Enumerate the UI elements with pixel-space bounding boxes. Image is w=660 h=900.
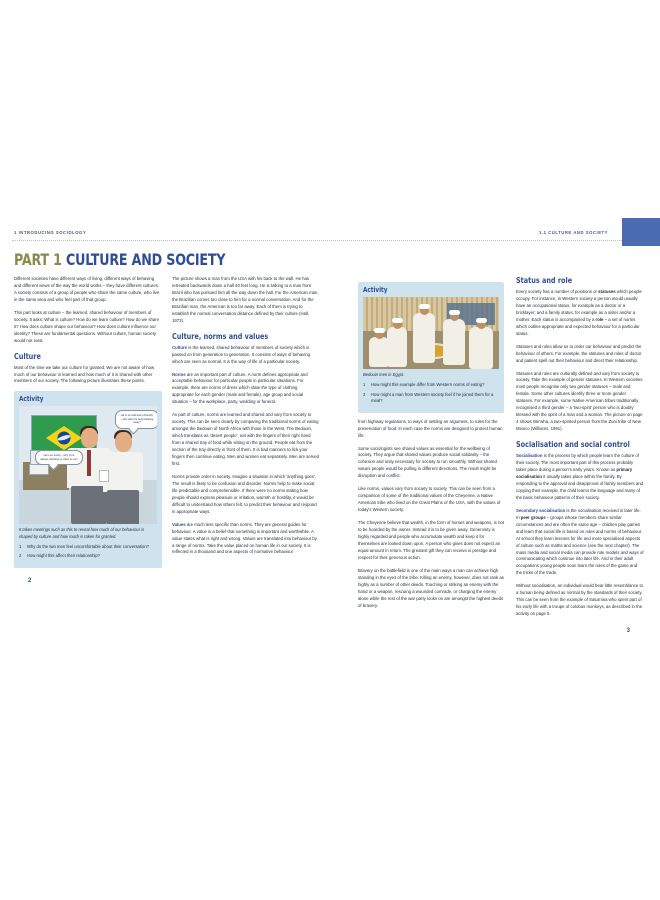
activity-heading: Activity: [19, 395, 44, 404]
folio-right: 3: [626, 628, 630, 635]
paragraph: [172, 345, 320, 366]
activity-box-2: [358, 282, 504, 413]
paragraph: Without socialisation, an individual would bear little resemblance to a human being defined as normal by the standards of their society. This can be seen from the example of Saturnina who spent part of his early life with a troupe of colobus monkeys, as described in the activity on page 5.: [516, 583, 644, 617]
photo-person: [469, 327, 493, 369]
keyword-primary-socialisation: primary socialisation: [516, 467, 633, 479]
paragraph: [516, 289, 644, 338]
paragraph: [516, 453, 644, 502]
paragraph: Some sociologists see shared values as essential for the wellbeing of society. They argue that shared values produce social solidarity – the cohesion and unity necessary for society to run smoothly. Without shared values people would be pulling in different directions. The result might be disruption and conflict.: [358, 445, 497, 479]
paragraph: Norms provide order in society. Imagine a situation in which 'anything goes'. The result is likely to be confusion and disorder. Norms help to make social life predictable and comprehensible. If there were no norms stating how people should express pleasure or irritation, warmth or hostility, it would be difficult to understand how others felt, to predict their behaviour and respond in appropriate ways.: [172, 473, 317, 514]
question-number: 1: [363, 382, 366, 388]
column-3: [358, 276, 504, 616]
question-number: 2: [19, 553, 22, 559]
paragraph: Different societies have different ways of living, different ways of behaving and different views of the way the world works – they have different cultures. A society consists of a group of people who share the same culture, who live in the same area and who feel part of that group.: [14, 276, 160, 302]
header-divider: [12, 240, 638, 242]
paragraph-part: – a set of norms which outline appropriate and expected behaviour for a particular status.: [516, 316, 640, 336]
running-head-right: 1.1 CULTURE AND SOCIETY: [539, 230, 608, 235]
keyword-culture: Culture: [172, 344, 188, 350]
keyword-values: Values: [172, 521, 186, 527]
column-1: [14, 276, 162, 584]
figure-american-man: [103, 430, 143, 524]
paragraph: Statuses and roles allow us to order our behaviour and predict the behaviour of others. For example, the statuses and roles of doctor and patient spell out their behaviour and direct their relationship.: [516, 343, 642, 363]
photo-bedouin-men-eating: [363, 297, 499, 369]
paragraph-rest: is the learned, shared behaviour of members of society which is passed on from generation to generation. It consists of ways of behaving which are seen as normal. It is the way of life of a particular society.: [172, 344, 311, 364]
activity-heading: Activity: [363, 286, 388, 294]
paragraph-part: Every society has a number of positions or: [516, 289, 599, 294]
trousers: [71, 486, 107, 524]
question-text: How might this affect their relationship?: [27, 553, 101, 559]
question-number: 1: [19, 543, 22, 549]
paragraph-rest: are an important part of culture. A norm defines appropriate and acceptable behaviour for particular people in particular situations. For example, there are norms of dress which state the type of clothing appropriate for each gender (male and female), age group and social situation – for the workplace, party, wedding or funeral.: [172, 371, 308, 405]
illustration-two-men-talking: [19, 406, 157, 524]
photo-person: [387, 327, 407, 367]
paragraph: The Cheyenne believe that wealth, in the form of horses and weapons, is not to be hoarded by the owner. Instead it is to be given away. Generosity is highly regarded and people who accumulate wealth and keep it for themselves are looked down upon. A person who gives does not expect an equal amount in return. The greatest gift they can receive is prestige and respect for their generous action.: [358, 520, 504, 560]
paragraph: [172, 372, 320, 407]
question-number: 2: [363, 391, 366, 397]
list-item: [19, 544, 157, 551]
activity-box-1: [14, 391, 162, 567]
speech-bubble-right: He is so cold and unfriendly – why does he keep backing away?: [115, 410, 157, 429]
list-item: [19, 553, 157, 560]
heading-socialisation-and-social-control: Socialisation and social control: [516, 440, 630, 450]
question-text: How might this example differ from Western norms of eating?: [371, 382, 485, 388]
photo-caption: Bedouin men in Egypt.: [363, 372, 405, 377]
speech-bubble-left: He is so pushy – why is he always standing so close to me?: [35, 450, 83, 465]
photo-person: [413, 313, 435, 363]
photo-person: [369, 337, 389, 367]
folio-left: 2: [28, 577, 32, 584]
head: [115, 432, 132, 452]
heading-status-and-role: Status and role: [516, 276, 573, 285]
trousers: [107, 490, 139, 524]
paragraph: Like norms, values vary from society to society. This can be seen from a comparison of some of the traditional values of the Cheyenne, a Native American tribe who lived on the Great Plains of the USA, with the values of today's Western society.: [358, 486, 501, 513]
paragraph-part: is the process by which people learn the culture of their society. The most important part of this process probably takes place during a person's early years. Known as: [516, 453, 640, 473]
running-head-left: 1 INTRODUCING SOCIOLOGY: [14, 230, 87, 235]
running-head: [0, 228, 660, 244]
keyword-socialisation: Socialisation: [516, 453, 543, 459]
coffee-cup-icon: [99, 470, 109, 482]
column-2: [172, 276, 320, 562]
paragraph-rest: are much less specific than norms. They are general guides for behaviour. A value is a belief that something is important and worthwhile. A value states what is right and wrong. Values are translated into behaviour by a range of norms. Take the value placed on human life in our society. It is reflected in a thousand and one aspects of normative behaviour: [172, 521, 317, 555]
chapter-tab: [622, 218, 660, 246]
paragraph: As part of culture, norms are learned and shared and vary from society to society. This can be seen clearly by comparing the traditional norms of eating amongst the Bedouin of North Africa with those in the West. The Bedouin, which translates as 'desert people', eat with the fingers of their right hand from a shared tray of food while sitting on the ground. People eat from the section of the tray directly in front of them. It is bad manners to lick your fingers then continue eating. Men and women eat separately. Men are served first.: [172, 412, 320, 466]
column-4: [516, 276, 644, 635]
head: [81, 428, 98, 448]
question-text: How might a man from Western society feel if he joined them for a meal?: [371, 391, 494, 404]
coffee-machine-base: [29, 464, 49, 475]
keyword-statuses: statuses: [598, 289, 616, 294]
heading-culture-norms-values: Culture, norms and values: [172, 331, 269, 341]
tie: [87, 450, 91, 476]
list-item: [363, 392, 499, 405]
heading-culture: Culture: [14, 351, 41, 361]
photo-person: [443, 319, 465, 365]
page-title-part: PART 1: [14, 250, 62, 269]
shirt: [103, 452, 143, 492]
activity-caption: It takes meetings such as this to reveal how much of our behaviour is shaped by culture and how much is taken for granted.: [19, 527, 145, 539]
paragraph-part: which people occupy. For instance, in Western society a person would usually have an occupational status, for example as a doctor or a bricklayer; and a family status, for example as a sister and/or a mother. Each status is accompanied by a: [516, 289, 642, 322]
paragraph-part: it usually takes place within the family. By responding to the approval and disapproval of family members and copying their example, the child learns the language and many of the basic behaviour patterns of their society.: [516, 473, 644, 500]
paragraph: [516, 508, 644, 578]
paragraph: The picture shows a man from the USA with his back to the wall. He has retreated backwards down a hall 40 feet long. He is talking to a man from Brazil who has pursued him all the way down the hall. For the American man, the Brazilian comes too close to him for a normal conversation. And for the Brazilian man, the American is too far away. Each of them is trying to establish the normal conversation distance defined by their culture (Hall, 1973).: [172, 276, 319, 323]
paragraph: Statuses and roles are culturally defined and vary from society to society. Take the example of gender statuses. In Western societies most people recognise only two gender statuses – male and female. Some other cultures identify three or more gender statuses. For example, some Native American tribes traditionally recognised a third gender – a 'two-spirit' person who is doubly blessed with the spirit of a man and a woman. The picture on page 4 shows We'wha, a two-spirited person from the Zuni tribe of New Mexico (Williams, 1991).: [516, 370, 643, 432]
paragraph: This part looks at culture – the learned, shared behaviour of members of society. It asks: What is culture? How do we learn culture? How do we share it? How does culture shape our behaviour? How does culture influence our identity? These are fundamental questions. Without culture, human society would not exist.: [14, 309, 160, 343]
paragraph: Most of the time we take our culture for granted. We are not aware of how much of our behaviour is learned and how much of it is shared with other members of our society. The following picture illustrates these points.: [14, 364, 155, 384]
keyword-peer-groups: peer groups: [520, 514, 546, 520]
page-title-name: CULTURE AND SOCIETY: [65, 250, 226, 269]
paragraph: [172, 522, 320, 557]
keyword-secondary-socialisation: Secondary socialisation: [516, 507, 566, 513]
paragraph: Bravery on the battlefield is one of the main ways a man can achieve high standing in the eyes of the tribe. Killing an enemy, however, does not rank as highly as a number of other deeds. Touching or striking an enemy with the hand or a weapon, rescuing a wounded comrade, or charging the enemy alone while the rest of the war party looks on are amongst the highest deeds of bravery.: [358, 567, 504, 608]
paragraph: from highway regulations, to ways of settling an argument, to rules for the preservation of food. In each case the norms are designed to protect human life.: [358, 418, 503, 438]
paragraph-part: – groups whose members share similar circumstances and are often the same age – children play games and learn that social life is based on rules and norms of behaviour. At school they learn lessons for life and more specialised aspects of culture such as maths and science (see the next chapter). The mass media and social media can provide role models and ways of communicating which continue into later life. And in their adult occupations young people soon learn the rules of the game and the tricks of the trade.: [516, 514, 644, 576]
activity-question-list: [19, 544, 157, 560]
coffee-counter: [23, 462, 69, 490]
page-spread: [0, 228, 660, 680]
list-item: [363, 382, 499, 389]
question-text: Why do the two men feel uncomfortable about their conversation?: [27, 543, 149, 549]
keyword-role: role: [595, 316, 604, 322]
keyword-norms: Norms: [172, 371, 186, 377]
paragraph-part: is the socialisation received in later life. In: [516, 507, 641, 520]
page-title: [14, 250, 225, 269]
activity-question-list: [363, 382, 499, 405]
